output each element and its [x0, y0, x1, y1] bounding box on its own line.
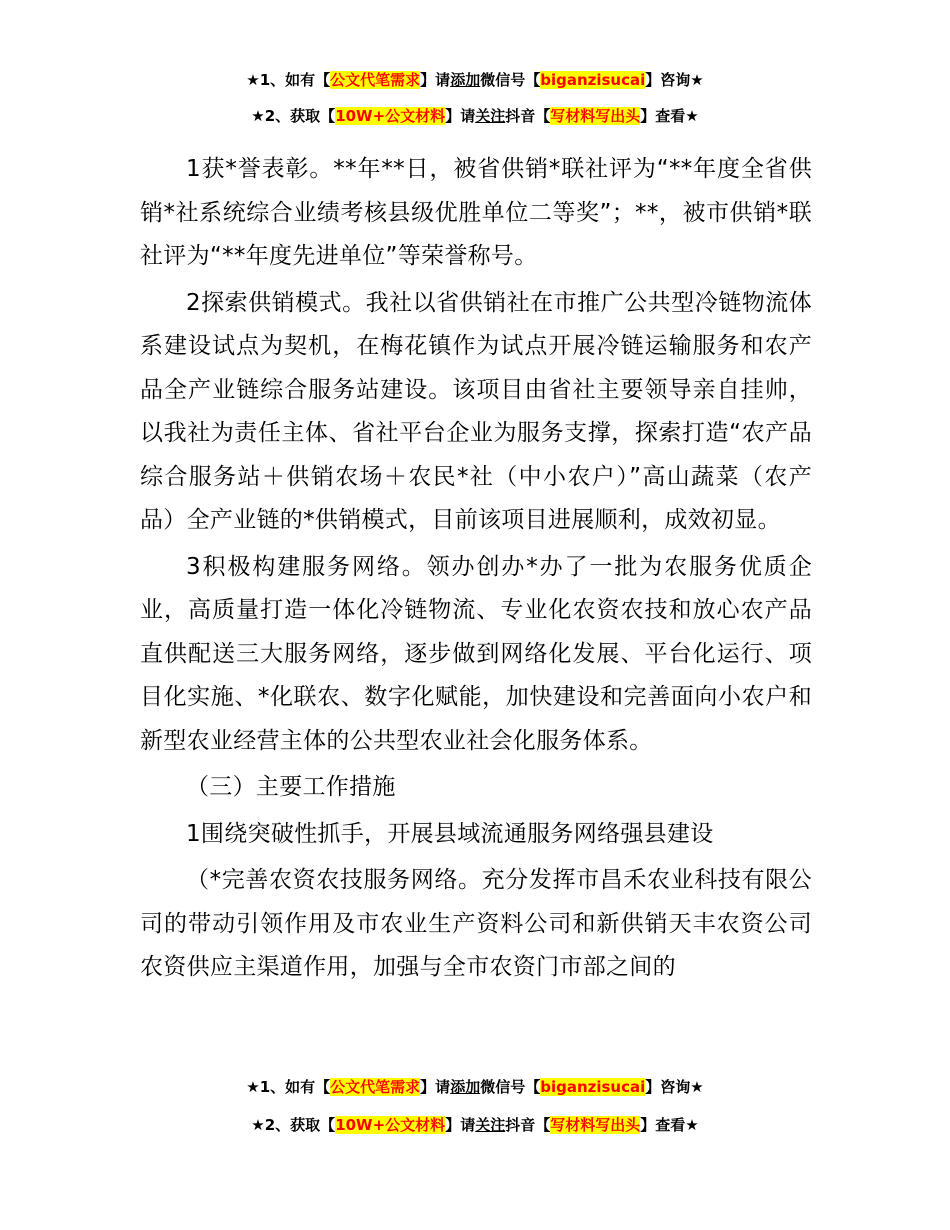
highlight-douyin-id: 写材料写出头 [550, 107, 641, 125]
paragraph-supply-model: 2探索供销模式。我社以省供销社在市推广公共型冷链物流体系建设试点为契机，在梅花镇作为试点开展冷链运输服务和农产品全产业链综合服务站建设。该项目由省社主要领导亲自挂帅，以我社为责任主体、省社平台企业为服务支撑，探索打造“农产品综合服务站＋供销农场＋农民*社（中小农户）”高山蔬菜（农产品）全产业链的*供销模式，目前该项目进展顺利，成效初显。 [140, 289, 812, 533]
highlight-ghostwriting: 公文代笔需求 [330, 71, 421, 89]
header-promo-line-2: ★2、获取【10W+公文材料】请关注抖音【写材料写出头】查看★ [251, 107, 699, 125]
highlight-douyin-id: 写材料写出头 [550, 1116, 641, 1134]
paragraph-honors: 1获*誉表彰。**年**日，被省供销*联社评为“**年度全省供销*社系统综合业绩考核县级优胜单位二等奖”；**，被市供销*联社评为“**年度先进单位”等荣誉称号。 [140, 156, 812, 269]
footer-promo-line-2: ★2、获取【10W+公文材料】请关注抖音【写材料写出头】查看★ [251, 1116, 699, 1134]
header-promo-line-1: ★1、如有【公文代笔需求】请添加微信号【biganzisucai】咨询★ [246, 71, 704, 89]
section-heading-measures: （三）主要工作措施 [186, 774, 396, 800]
highlight-materials: 10W+公文材料 [335, 107, 446, 125]
document-body [140, 148, 812, 990]
footer-promo-line-1: ★1、如有【公文代笔需求】请添加微信号【biganzisucai】咨询★ [246, 1078, 704, 1096]
highlight-wechat-id: biganzisucai [540, 1078, 646, 1096]
paragraph-agri-inputs: （*完善农资农技服务网络。充分发挥市昌禾农业科技有限公司的带动引领作用及市农业生产资料公司和新供销天丰农资公司农资供应主渠道作用，加强与全市农资门市部之间的 [140, 867, 812, 980]
paragraph-service-network: 3积极构建服务网络。领办创办*办了一批为农服务优质企业，高质量打造一体化冷链物流、专业化农资农技和放心农产品直供配送三大服务网络，逐步做到网络化发展、平台化运行、项目化实施、*化联农、数字化赋能，加快建设和完善面向小农户和新型农业经营主体的公共型农业社会化服务体系。 [140, 553, 812, 754]
highlight-wechat-id: biganzisucai [540, 71, 646, 89]
subheading-county-network: 1围绕突破性抓手，开展县域流通服务网络强县建设 [186, 820, 714, 847]
highlight-ghostwriting: 公文代笔需求 [330, 1078, 421, 1096]
highlight-materials: 10W+公文材料 [335, 1116, 446, 1134]
